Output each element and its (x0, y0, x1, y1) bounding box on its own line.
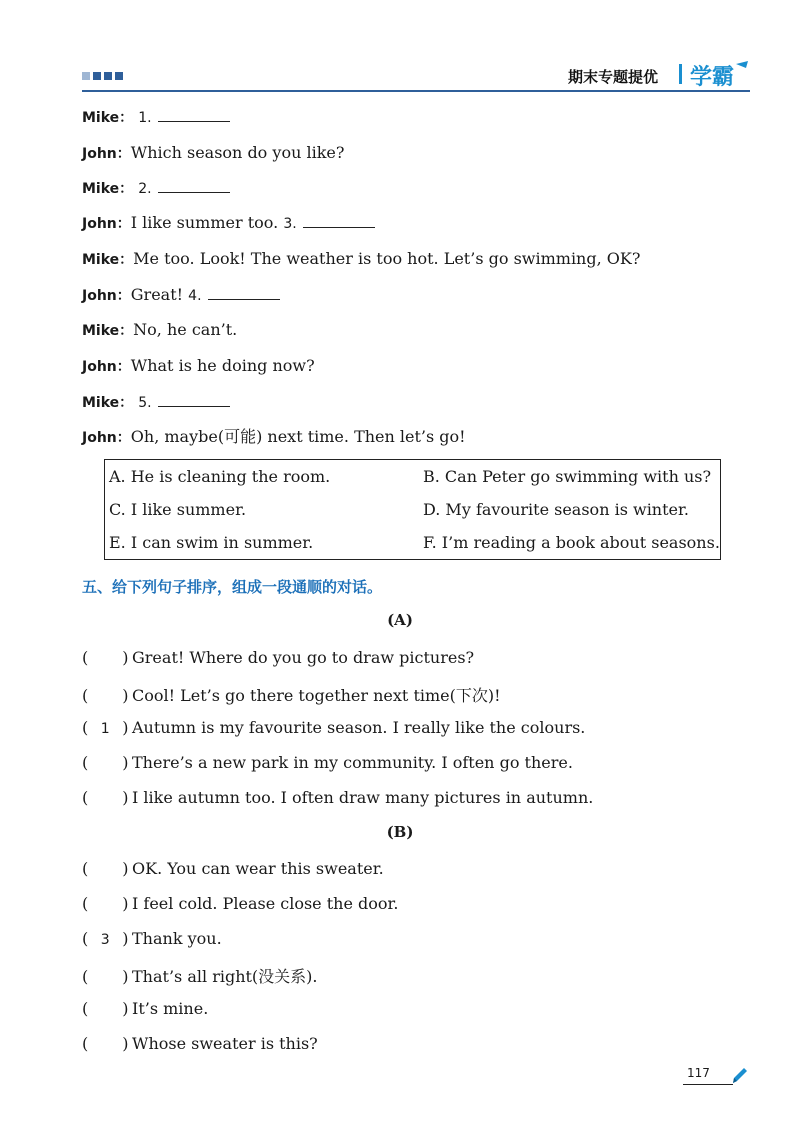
answer-blank[interactable] (303, 213, 375, 228)
table-row (105, 460, 721, 494)
option-cell: C. I like summer. (105, 493, 420, 526)
dialogue-line: Mike： 2. (82, 178, 230, 199)
list-item: ( ) OK. You can wear this sweater. (82, 859, 384, 878)
list-item: ( ) Whose sweater is this? (82, 1034, 318, 1053)
brand-logo (688, 60, 750, 90)
page-number-rule (683, 1084, 733, 1085)
table-row (105, 493, 721, 526)
answer-blank[interactable] (158, 107, 230, 122)
dialogue-line: Mike： 1. (82, 107, 230, 128)
page-number: 117 (687, 1066, 710, 1080)
dialogue-line: John：Great! 4. (82, 285, 280, 306)
list-item: ( ) Great! Where do you go to draw pictures? (82, 648, 475, 667)
brand-text: 学霸 (690, 65, 735, 90)
dialogue-line: John：What is he doing now? (82, 356, 315, 375)
list-item: ( ) Cool! Let’s go there together next time(下次)! (82, 686, 501, 705)
option-cell: A. He is cleaning the room. (105, 460, 420, 494)
answer-blank[interactable] (158, 392, 230, 407)
part-a-label: (A) (387, 611, 413, 629)
section-title: 五、给下列句子排序，组成一段通顺的对话。 (82, 578, 383, 596)
option-cell: D. My favourite season is winter. (419, 493, 721, 526)
option-cell: B. Can Peter go swimming with us? (419, 460, 721, 494)
option-cell: E. I can swim in summer. (105, 526, 420, 560)
option-cell: F. I’m reading a book about seasons. (419, 526, 721, 560)
dialogue-line: Mike：No, he can’t. (82, 320, 238, 339)
header-decor-blocks (82, 72, 123, 80)
order-answer[interactable]: 3 (100, 932, 110, 948)
order-answer[interactable]: 1 (100, 721, 110, 737)
header-divider (679, 64, 682, 84)
dialogue-line: Mike： 5. (82, 392, 230, 413)
answer-blank[interactable] (208, 285, 280, 300)
dialogue-line: John：I like summer too. 3. (82, 213, 375, 234)
list-item: ( 1 ) Autumn is my favourite season. I really like the colours. (82, 718, 586, 737)
pencil-icon (730, 1066, 748, 1086)
answer-blank[interactable] (158, 178, 230, 193)
list-item: ( ) That’s all right(没关系). (82, 967, 318, 986)
part-b-label: (B) (386, 823, 414, 841)
header-rule (82, 90, 750, 92)
table-row (105, 526, 721, 560)
list-item: ( ) There’s a new park in my community. I often go there. (82, 753, 573, 772)
dialogue-line: Mike：Me too. Look! The weather is too hot. Let’s go swimming, OK? (82, 249, 641, 268)
list-item: ( ) I like autumn too. I often draw many pictures in autumn. (82, 788, 594, 807)
page-header (82, 58, 750, 92)
series-title: 期末专题提优 (567, 68, 658, 86)
dialogue-line: John：Oh, maybe(可能) next time. Then let’s go! (82, 427, 466, 446)
list-item: ( 3 ) Thank you. (82, 929, 222, 948)
list-item: ( ) It’s mine. (82, 999, 209, 1018)
list-item: ( ) I feel cold. Please close the door. (82, 894, 399, 913)
options-table (104, 459, 721, 560)
dialogue-line: John：Which season do you like? (82, 143, 345, 162)
